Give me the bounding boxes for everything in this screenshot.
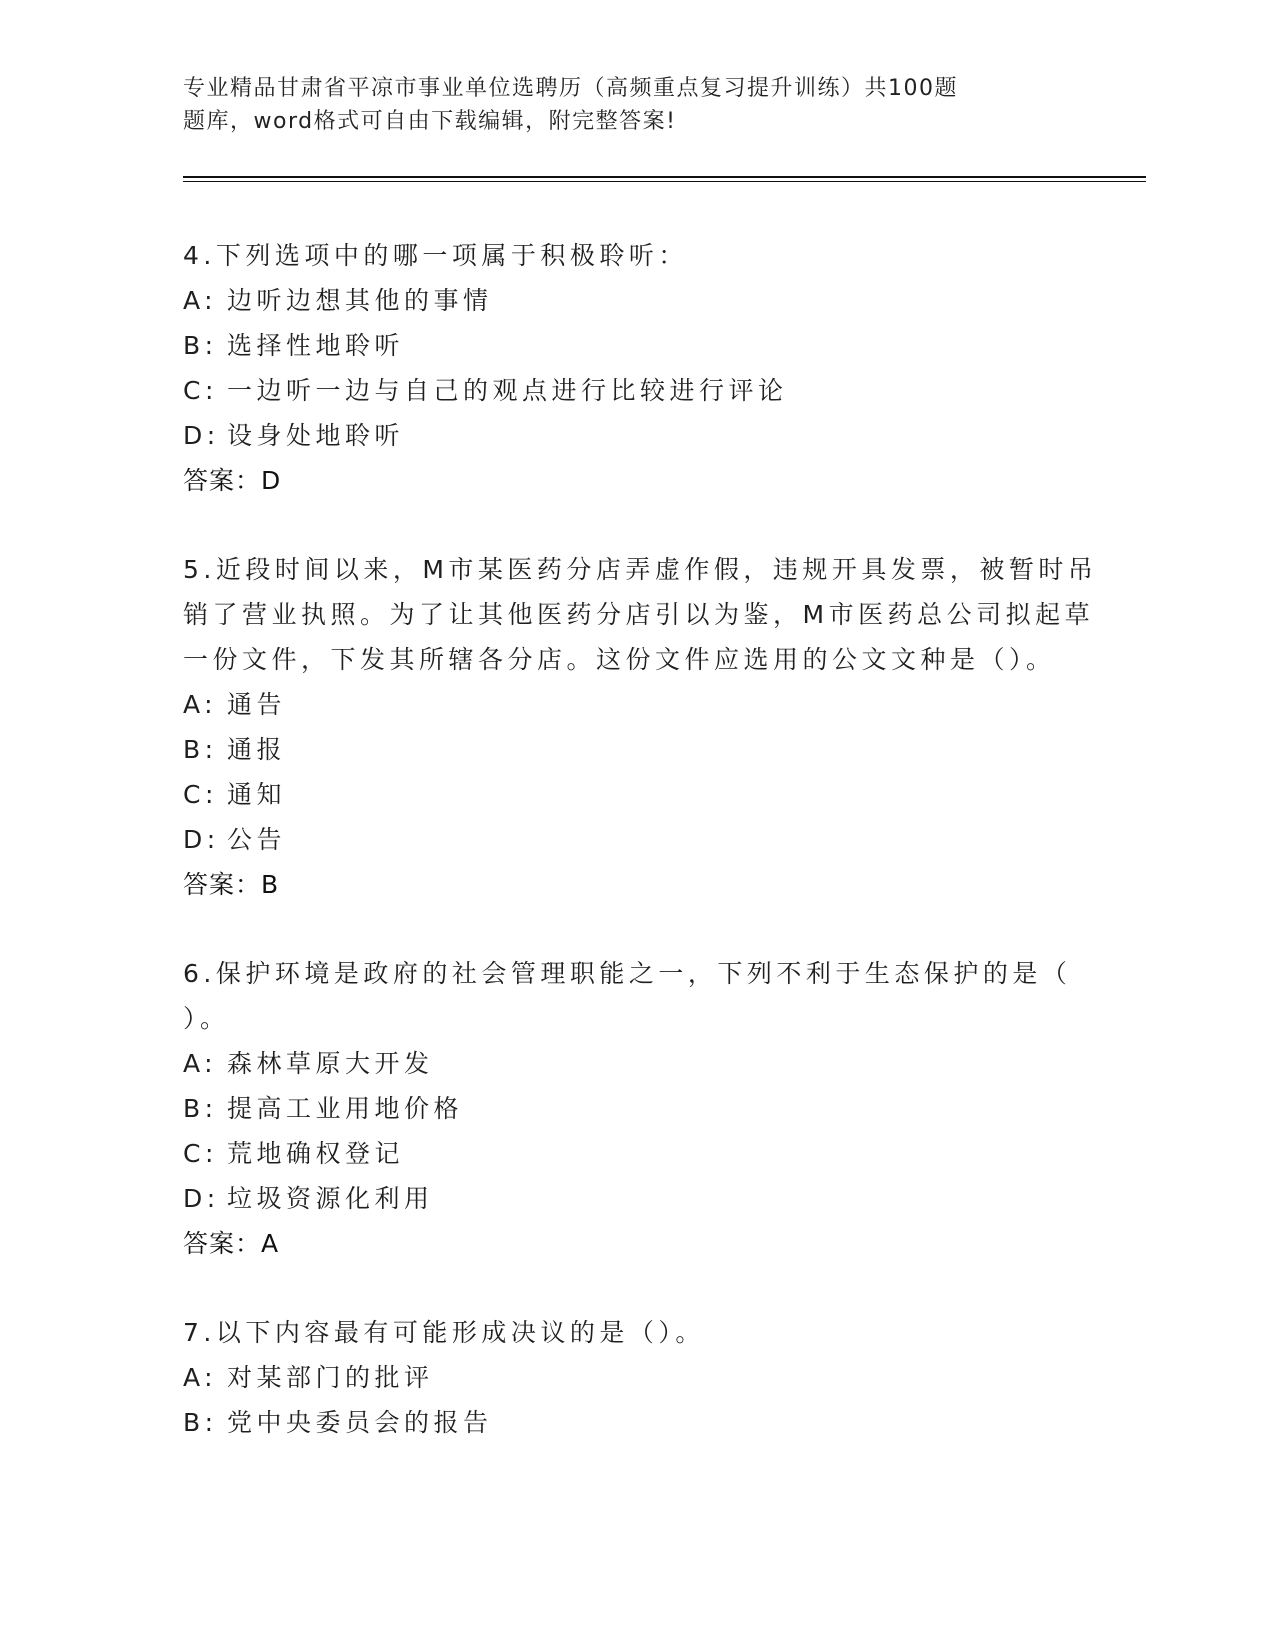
option-text: 通告 xyxy=(227,690,287,719)
document-header xyxy=(183,72,1043,138)
option-key: A: xyxy=(183,690,218,719)
option-text: 边听边想其他的事情 xyxy=(227,286,493,315)
question-7 xyxy=(183,1310,1083,1445)
option-b xyxy=(183,1400,1083,1445)
option-text: 设身处地聆听 xyxy=(227,421,405,450)
option-key: D: xyxy=(183,1184,220,1213)
option-d xyxy=(183,413,1083,458)
option-b xyxy=(183,323,1083,368)
option-a xyxy=(183,1355,1083,1400)
option-a xyxy=(183,278,1083,323)
option-text: 党中央委员会的报告 xyxy=(227,1408,493,1437)
question-stem-line: ）。 xyxy=(183,1004,230,1033)
option-key: A: xyxy=(183,286,218,315)
header-divider-thin xyxy=(183,181,1146,182)
spacer xyxy=(183,503,1083,547)
question-stem-line: 5.近段时间以来，M市某医药分店弄虚作假，违规开具发票，被暂时吊 xyxy=(183,555,1098,584)
option-text: 通报 xyxy=(227,735,287,764)
option-text: 选择性地聆听 xyxy=(227,331,405,360)
question-stem-line: 6.保护环境是政府的社会管理职能之一，下列不利于生态保护的是（ xyxy=(183,959,1072,988)
option-key: B: xyxy=(183,1408,218,1437)
question-stem xyxy=(183,1310,1083,1355)
option-b xyxy=(183,727,1083,772)
option-key: C: xyxy=(183,1139,218,1168)
option-a xyxy=(183,682,1083,727)
option-key: A: xyxy=(183,1363,218,1392)
header-title-line-1: 专业精品甘肃省平凉市事业单位选聘历（高频重点复习提升训练）共100题 xyxy=(183,76,958,101)
question-stem-line: 一份文件，下发其所辖各分店。这份文件应选用的公文文种是（）。 xyxy=(183,645,1056,674)
question-stem xyxy=(183,233,1083,278)
question-stem-line: 4.下列选项中的哪一项属于积极聆听： xyxy=(183,241,688,270)
option-key: C: xyxy=(183,780,218,809)
answer-line: 答案：B xyxy=(183,870,280,899)
option-c xyxy=(183,368,1083,413)
option-d xyxy=(183,1176,1083,1221)
question-5 xyxy=(183,547,1098,951)
question-list xyxy=(183,233,1098,1445)
option-text: 通知 xyxy=(227,780,287,809)
option-text: 垃圾资源化利用 xyxy=(227,1184,434,1213)
option-text: 一边听一边与自己的观点进行比较进行评论 xyxy=(227,376,788,405)
option-key: B: xyxy=(183,735,218,764)
question-stem xyxy=(183,951,1083,1041)
option-text: 对某部门的批评 xyxy=(227,1363,434,1392)
header-title-line-2: 题库，word格式可自由下载编辑，附完整答案! xyxy=(183,109,677,134)
answer-line: 答案：D xyxy=(183,466,282,495)
question-6 xyxy=(183,951,1083,1310)
option-c xyxy=(183,1131,1083,1176)
header-divider-thick xyxy=(183,176,1146,178)
question-stem-line: 销了营业执照。为了让其他医药分店引以为鉴，M市医药总公司拟起草 xyxy=(183,600,1095,629)
answer-line: 答案：A xyxy=(183,1229,280,1258)
option-text: 公告 xyxy=(227,825,287,854)
option-b xyxy=(183,1086,1083,1131)
option-key: C: xyxy=(183,376,218,405)
question-stem xyxy=(183,547,1098,682)
option-text: 提高工业用地价格 xyxy=(227,1094,464,1123)
option-text: 荒地确权登记 xyxy=(227,1139,405,1168)
option-a xyxy=(183,1041,1083,1086)
question-4 xyxy=(183,233,1083,547)
option-c xyxy=(183,772,1083,817)
option-d xyxy=(183,817,1083,862)
option-key: B: xyxy=(183,331,218,360)
option-key: D: xyxy=(183,825,220,854)
option-key: A: xyxy=(183,1049,218,1078)
spacer xyxy=(183,1266,1083,1310)
question-stem-line: 7.以下内容最有可能形成决议的是（）。 xyxy=(183,1318,705,1347)
option-key: D: xyxy=(183,421,220,450)
option-text: 森林草原大开发 xyxy=(227,1049,434,1078)
spacer xyxy=(183,907,1083,951)
option-key: B: xyxy=(183,1094,218,1123)
